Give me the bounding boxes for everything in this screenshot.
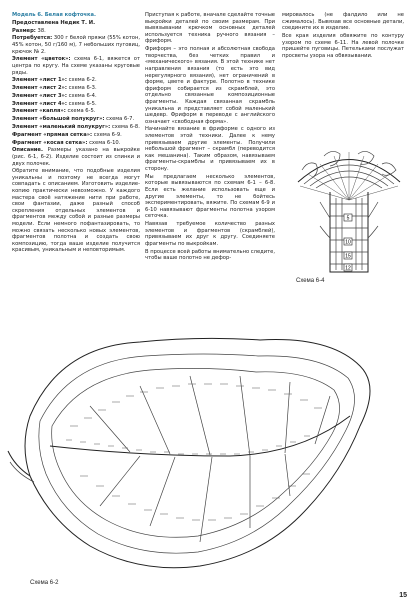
element-line: Элемент «цветок»: схема 6-1, вяжется от центра по кругу. На схеме указаны круговые ряды. [12,56,141,76]
element-line: Элемент «лист 1»: схема 6-2. [12,77,97,84]
vertical-stem [320,192,378,272]
description-line: Описание. Размеры указано на выкройке (рис. 6-1, 6-2). Изделие состоит из спинки и двух полочек. [12,147,140,167]
model-title: Модель 6. Белая кофточка. [12,12,96,18]
crochet-diagram-6-2 [0,306,411,596]
row-number: 10 [345,239,351,246]
crochet-diagram-6-4 [290,142,408,282]
body-paragraph: Все края изделия обвяжите по контуру узором по схеме 6-11. На левой полочке пришейте пуговицы. Петельками послужат просветы узора на обвязывании. [282,32,404,59]
element-line: Элемент «лист 4»: схема 6-5. [12,100,97,107]
element-line: Элемент «лист 3»: схема 6-4. [12,92,97,99]
row-number: 12 [345,265,351,272]
row-number: 5 [346,215,350,222]
leaf-outline [25,338,370,567]
body-paragraph: Начинайте вязание в фриформе с одного из элементов этой техники. Далее к нему привязываем другие элементы. Получили небольшой фрагмент – скрамбл (переводится как мешанина). Таким образом, навязываем фрагменты-скрамблы и привязываем их в сторону. [145,126,275,173]
leaf-veins [50,376,350,542]
page-number: 15 [399,592,407,599]
body-paragraph: Обратите внимание, что подобные изделия уникальны и поэтому не всегда могут совпадать с описанием. Изготовить изделие-копию практически невозможно. У каждого мастера своё натяжение нити при работе, свои фантазии, даже разный способ скрепления отдельных элементов и фрагментов между собой и разные размеры модели. Если немного пофантазировать, то можно связать несколько новых элементов, фрагментов полотна и создать свою композицию, тогда ваше изделие получится красивым, уникальным и неповторимым. [12,168,140,254]
column-3 [282,12,404,61]
body-paragraph: В процессе всей работы внимательно следите, чтобы ваше полотно не дефор- [145,248,275,262]
element-line: Элемент «капля»: схема 6-5. [12,108,96,115]
column-2 [145,12,275,263]
size-line: Размер: 38. [12,27,46,34]
element-line: Элемент «большой полукруг»: схема 6-7. [12,116,135,123]
body-paragraph: Приступая к работе, вначале сделайте точные выкройки деталей по своим размерам. При вывязывании крючком основных деталей используется техника ручного вязания – фриформ. [145,12,275,45]
column-1 [12,12,140,255]
materials-line: Потребуется: 300 г белой пряжи (55% котон, 45% котон, 50 г/160 м), 7 небольших пуговиц, крючок № 2. [12,35,140,55]
row-number: 15 [345,253,351,260]
element-line: Элемент «маленький полукруг»: схема 6-8. [12,123,140,130]
body-paragraph: Навязав требуемое количество разных элементов и фрагментов (скрамблей), привязываем их друг к другу. Соединяете фрагменты по выкройкам. [145,221,275,247]
body-paragraph: Фриформ – это полная и абсолютная свобода творчества, без четких правил и «механического» вязания. В этой технике нет направления вязания (то есть это вид нерегулярного вязания), нет ограничений в форме, цвете и фактуре. Полотно в технике фриформ собирается из скрамблей, это отдельно связанные композиционные фрагменты. Каждая связанная скрамбль уникальна и представляет собой маленький шедевр. Фриформ в переводе с английского означает «свободная форма». [145,46,275,125]
stitch-texture [66,384,322,520]
element-line: Фрагмент «косая сетка»: схема 6-10. [12,139,121,146]
body-paragraph: мировалось (не фалдило или не сжималось). Вывязав все основные детали, соедините их в изделие. [282,12,404,32]
diagram-caption-6-2: Схема 6-2 [30,580,59,586]
body-paragraph: Мы предлагаем несколько элементов, которые вывязываются по схемам 6-1 – 6-8. Если есть желание использовать еще и другие элементы, то не бойтесь экспериментировать, вяжите. По схемам 6-9 и 6-10 навязывают фрагменты полотна узором сеточка. [145,173,275,220]
element-line: Элемент «лист 2»: схема 6-3. [12,85,97,92]
element-line: Фрагмент «прямая сетка»: схема 6-9. [12,131,122,138]
author-line: Предоставлена Недик Т. И. [12,19,96,26]
diagram-caption-6-4: Схема 6-4 [296,278,325,284]
